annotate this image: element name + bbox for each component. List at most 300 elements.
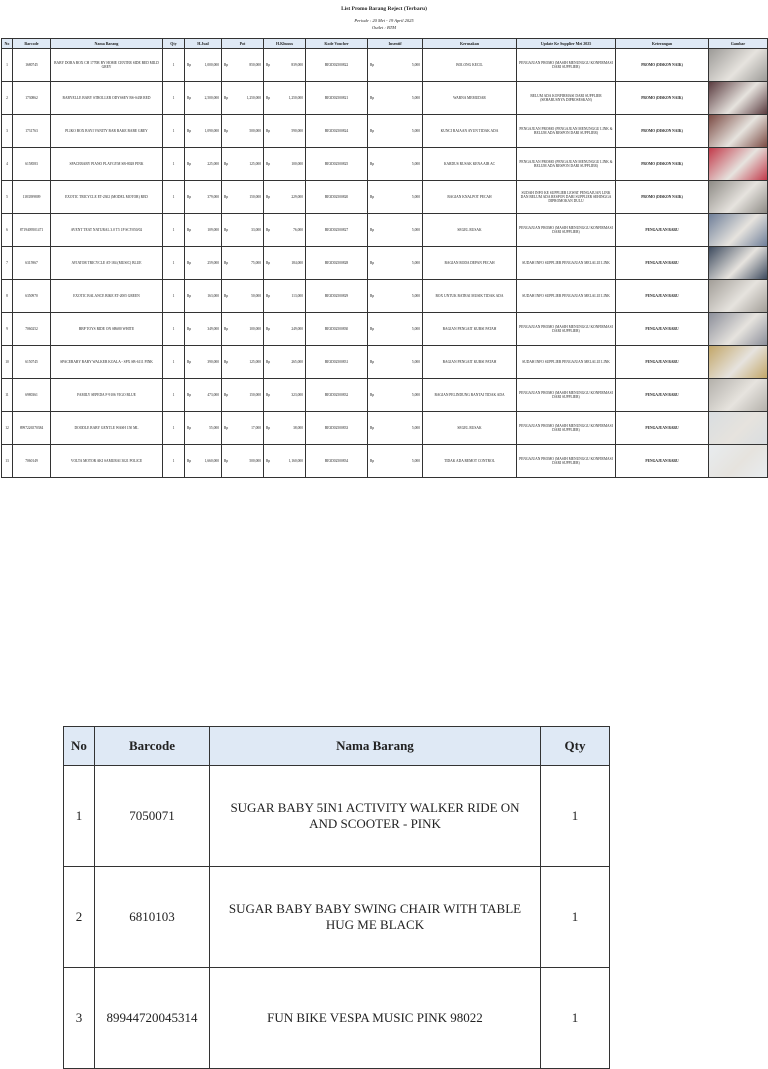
cell-update-supplier: PENGAJUAN PROMO (MASIH MENUNGGU KONFIRMASI DARI SUPPLIER): [517, 445, 616, 478]
cell-update-supplier: SUDAH INFO KE SUPPLIER LEWAT PENGAJUAN LINK DAN BELUM ADA RESPON DARI SUPPLIER SEHINGGA DIPROMOKAN DULU: [517, 181, 616, 214]
cell-gambar: [709, 49, 768, 82]
cell-nama-barang: FAMILY SEPEDA F-9106 VIGO BLUE: [51, 379, 163, 412]
cell-harga-jual: [185, 214, 222, 247]
second-header-row: [64, 727, 610, 766]
cell-update-supplier: PENGAJUAN PROMO (PENGAJUAN MENUNGGU LINK & BELUM ADA RESPON DARI SUPPLIER): [517, 148, 616, 181]
cell-no: 1: [64, 766, 95, 867]
currency-label: Rp: [187, 194, 192, 199]
col-gambar: Gambar: [709, 39, 768, 49]
insentif-value: 5,000: [411, 425, 420, 430]
currency-label: Rp: [266, 293, 271, 298]
currency-label: Rp: [224, 326, 229, 331]
product-photo: [709, 280, 767, 312]
cell-gambar: [709, 379, 768, 412]
cell-harga-khusus: [264, 148, 306, 181]
harga-khusus-value: 76,000: [293, 227, 303, 232]
table-row: [2, 379, 768, 412]
potongan-value: 500,000: [249, 458, 261, 463]
insentif-value: 5,000: [411, 227, 420, 232]
cell-update-supplier: PENGAJUAN PROMO (MASIH MENUNGGU KONFIRMASI DARI SUPPLIER): [517, 49, 616, 82]
cell-no: 12: [2, 412, 13, 445]
cell-barcode: 8719409501471: [13, 214, 51, 247]
cell-harga-jual: [185, 247, 222, 280]
period-label: Periode : 20 Mei - 19 April 2025: [354, 18, 414, 23]
cell-update-supplier: PENGAJUAN PROMO (MASIH MENUNGGU KONFIRMASI DARI SUPPLIER): [517, 313, 616, 346]
cell-barcode: 89944720045314: [95, 968, 210, 1069]
currency-label: Rp: [266, 326, 271, 331]
cell-keterangan: PENGAJUAN BARU: [616, 214, 709, 247]
cell-harga-khusus: [264, 346, 306, 379]
cell-kode-voucher: BE3D02500833: [306, 412, 368, 445]
cell-potongan: [222, 49, 264, 82]
cell-keterangan: PENGAJUAN BARU: [616, 412, 709, 445]
insentif-value: 5,000: [411, 194, 420, 199]
harga-khusus-value: 323,000: [291, 392, 303, 397]
cell-kerusakan: KUNCI RAJAAN AYUN TIDAK ADA: [423, 115, 517, 148]
cell-no: 4: [2, 148, 13, 181]
currency-label: Rp: [224, 227, 229, 232]
table-row: [2, 115, 768, 148]
cell-kode-voucher: BE3D02500820: [306, 181, 368, 214]
potongan-value: 150,000: [249, 194, 261, 199]
currency-label: Rp: [370, 227, 375, 232]
cell-barcode: 1680745: [13, 49, 51, 82]
cell-keterangan: PROMO (DISKON NAIK): [616, 148, 709, 181]
insentif-value: 5,000: [411, 293, 420, 298]
currency-label: Rp: [224, 359, 229, 364]
cell-insentif: [368, 214, 423, 247]
table-row: [2, 49, 768, 82]
harga-jual-value: 1,660,000: [204, 458, 219, 463]
cell-kode-voucher: BE3D02500831: [306, 346, 368, 379]
currency-label: Rp: [187, 425, 192, 430]
col-kerusakan: Kerusakan: [423, 39, 517, 49]
cell-kode-voucher: BE3D02500829: [306, 280, 368, 313]
harga-jual-value: 163,000: [207, 293, 219, 298]
cell-kode-voucher: BE3D02500827: [306, 214, 368, 247]
currency-label: Rp: [370, 194, 375, 199]
currency-label: Rp: [224, 260, 229, 265]
cell-qty: 1: [541, 766, 610, 867]
currency-label: Rp: [370, 260, 375, 265]
harga-khusus-value: 184,000: [291, 260, 303, 265]
currency-label: Rp: [266, 95, 271, 100]
cell-kerusakan: TIDAK ADA REMOT CONTROL: [423, 445, 517, 478]
potongan-value: 500,000: [249, 128, 261, 133]
cell-harga-jual: [185, 148, 222, 181]
cell-harga-khusus: [264, 445, 306, 478]
potongan-value: 850,000: [249, 62, 261, 67]
cell-kerusakan: WARNA MEMUDAR: [423, 82, 517, 115]
cell-nama-barang: BBP TOYS RIDE ON SB680 WHITE: [51, 313, 163, 346]
second-col-qty: Qty: [541, 727, 610, 766]
cell-barcode: 7060149: [13, 445, 51, 478]
cell-no: 5: [2, 181, 13, 214]
cell-kode-voucher: BE3D02500828: [306, 247, 368, 280]
table-row: [2, 445, 768, 478]
potongan-value: 33,000: [251, 227, 261, 232]
cell-barcode: 7050071: [95, 766, 210, 867]
cell-harga-jual: [185, 379, 222, 412]
cell-barcode: 6350970: [13, 280, 51, 313]
product-photo: [709, 247, 767, 279]
cell-no: 13: [2, 445, 13, 478]
product-photo: [709, 82, 767, 114]
cell-keterangan: PROMO (DISKON NAIK): [616, 181, 709, 214]
cell-potongan: [222, 181, 264, 214]
col-kode-voucher: Kode Voucher: [306, 39, 368, 49]
currency-label: Rp: [370, 161, 375, 166]
harga-jual-value: 259,000: [207, 260, 219, 265]
table-row: [64, 867, 610, 968]
cell-harga-khusus: [264, 181, 306, 214]
currency-label: Rp: [370, 458, 375, 463]
currency-label: Rp: [370, 392, 375, 397]
cell-nama-barang: AVIATOR TRICYCLE AT-184 (MUSIC) BLUE: [51, 247, 163, 280]
harga-khusus-value: 249,000: [291, 326, 303, 331]
currency-label: Rp: [370, 425, 375, 430]
harga-jual-value: 1,090,000: [204, 128, 219, 133]
currency-label: Rp: [187, 128, 192, 133]
currency-label: Rp: [187, 293, 192, 298]
harga-khusus-value: 1,250,000: [288, 95, 303, 100]
cell-qty: 1: [163, 280, 185, 313]
cell-qty: 1: [163, 247, 185, 280]
cell-barcode: 6810103: [95, 867, 210, 968]
potongan-value: 125,000: [249, 359, 261, 364]
product-photo: [709, 115, 767, 147]
cell-kerusakan: BOX UNTUK BATRAI MUSIK TIDAK ADA: [423, 280, 517, 313]
product-photo: [709, 412, 767, 444]
potongan-value: 75,000: [251, 260, 261, 265]
product-photo: [709, 313, 767, 345]
cell-potongan: [222, 214, 264, 247]
col-harga-khusus: H.Khusus: [264, 39, 306, 49]
cell-insentif: [368, 82, 423, 115]
table-row: [2, 346, 768, 379]
currency-label: Rp: [266, 392, 271, 397]
cell-potongan: [222, 115, 264, 148]
potongan-value: 1,250,000: [246, 95, 261, 100]
cell-no: 8: [2, 280, 13, 313]
col-nama-barang: Nama Barang: [51, 39, 163, 49]
cell-qty: 1: [541, 968, 610, 1069]
cell-barcode: 6158583: [13, 148, 51, 181]
currency-label: Rp: [266, 62, 271, 67]
harga-khusus-value: 38,000: [293, 425, 303, 430]
harga-khusus-value: 265,000: [291, 359, 303, 364]
cell-no: 1: [2, 49, 13, 82]
currency-label: Rp: [187, 227, 192, 232]
currency-label: Rp: [187, 161, 192, 166]
cell-qty: 1: [163, 148, 185, 181]
cell-kerusakan: BAGIAN PENGAIT KURSI PATAH: [423, 346, 517, 379]
cell-potongan: [222, 148, 264, 181]
cell-harga-khusus: [264, 313, 306, 346]
potongan-value: 125,000: [249, 161, 261, 166]
cell-nama-barang: SUGAR BABY 5IN1 ACTIVITY WALKER RIDE ON AND SCOOTER - PINK: [210, 766, 541, 867]
cell-nama-barang: SUGAR BABY BABY SWING CHAIR WITH TABLE HUG ME BLACK: [210, 867, 541, 968]
cell-barcode: 6150745: [13, 346, 51, 379]
cell-no: 3: [64, 968, 95, 1069]
col-no: No: [2, 39, 13, 49]
cell-update-supplier: SUDAH INFO SUPPLIER PENGAJUAN MELALUI LINK: [517, 280, 616, 313]
cell-harga-jual: [185, 346, 222, 379]
table-row: [2, 313, 768, 346]
cell-gambar: [709, 148, 768, 181]
cell-kerusakan: SEGEL RUSAK: [423, 214, 517, 247]
cell-insentif: [368, 313, 423, 346]
cell-gambar: [709, 82, 768, 115]
col-update-supplier: Update Ke Supplier Mei 2025: [517, 39, 616, 49]
product-photo: [709, 148, 767, 180]
cell-keterangan: PENGAJUAN BARU: [616, 379, 709, 412]
cell-qty: 1: [163, 313, 185, 346]
cell-harga-khusus: [264, 214, 306, 247]
insentif-value: 5,000: [411, 260, 420, 265]
currency-label: Rp: [370, 95, 375, 100]
currency-label: Rp: [370, 293, 375, 298]
harga-jual-value: 379,000: [207, 194, 219, 199]
cell-gambar: [709, 313, 768, 346]
harga-jual-value: 225,000: [207, 161, 219, 166]
cell-harga-khusus: [264, 115, 306, 148]
cell-keterangan: PENGAJUAN BARU: [616, 313, 709, 346]
currency-label: Rp: [187, 359, 192, 364]
table-row: [2, 148, 768, 181]
insentif-value: 5,000: [411, 326, 420, 331]
table-row: [64, 968, 610, 1069]
cell-harga-khusus: [264, 247, 306, 280]
table-row: [2, 82, 768, 115]
cell-potongan: [222, 379, 264, 412]
second-col-barcode: Barcode: [95, 727, 210, 766]
table-header-row: [2, 39, 768, 49]
cell-potongan: [222, 313, 264, 346]
cell-harga-jual: [185, 313, 222, 346]
currency-label: Rp: [224, 194, 229, 199]
cell-harga-jual: [185, 115, 222, 148]
harga-jual-value: 390,000: [207, 359, 219, 364]
cell-no: 6: [2, 214, 13, 247]
cell-kerusakan: BAGIAN KNALPOT PECAH: [423, 181, 517, 214]
cell-nama-barang: AVENT TEAT NATURAL 3.0 T5 1P SCY050/02: [51, 214, 163, 247]
cell-no: 3: [2, 115, 13, 148]
currency-label: Rp: [266, 227, 271, 232]
cell-keterangan: PENGAJUAN BARU: [616, 346, 709, 379]
cell-no: 10: [2, 346, 13, 379]
cell-gambar: [709, 181, 768, 214]
potongan-value: 150,000: [249, 392, 261, 397]
cell-insentif: [368, 115, 423, 148]
harga-jual-value: 1,000,000: [204, 62, 219, 67]
currency-label: Rp: [224, 95, 229, 100]
cell-barcode: 1183399809: [13, 181, 51, 214]
second-col-nama-barang: Nama Barang: [210, 727, 541, 766]
currency-label: Rp: [187, 458, 192, 463]
cell-kerusakan: KARDUS RUSAK KENA AIR AC: [423, 148, 517, 181]
cell-no: 2: [64, 867, 95, 968]
col-potongan: Pot: [222, 39, 264, 49]
currency-label: Rp: [224, 128, 229, 133]
cell-insentif: [368, 49, 423, 82]
insentif-value: 5,000: [411, 62, 420, 67]
cell-harga-khusus: [264, 280, 306, 313]
table-row: [64, 766, 610, 867]
cell-kode-voucher: BE3D02500824: [306, 115, 368, 148]
currency-label: Rp: [187, 326, 192, 331]
cell-gambar: [709, 445, 768, 478]
cell-kerusakan: BAGIAN PELINDUNG RANTAI TIDAK ADA: [423, 379, 517, 412]
cell-kode-voucher: BE3D02500821: [306, 82, 368, 115]
cell-kode-voucher: BE3D02500834: [306, 445, 368, 478]
cell-kerusakan: BAGIAN PENGAIT KURSI PATAH: [423, 313, 517, 346]
cell-gambar: [709, 214, 768, 247]
product-photo: [709, 181, 767, 213]
cell-insentif: [368, 247, 423, 280]
currency-label: Rp: [370, 326, 375, 331]
cell-no: 7: [2, 247, 13, 280]
cell-nama-barang: EXOTIC TRICYCLE ET-2302 (MODEL MOTOR) RED: [51, 181, 163, 214]
cell-qty: 1: [163, 379, 185, 412]
harga-khusus-value: 839,000: [291, 62, 303, 67]
cell-harga-khusus: [264, 49, 306, 82]
harga-jual-value: 349,000: [207, 326, 219, 331]
currency-label: Rp: [266, 128, 271, 133]
harga-jual-value: 55,000: [209, 425, 219, 430]
col-insentif: Insentif: [368, 39, 423, 49]
cell-potongan: [222, 82, 264, 115]
currency-label: Rp: [370, 128, 375, 133]
cell-keterangan: PROMO (DISKON NAIK): [616, 115, 709, 148]
insentif-value: 5,000: [411, 95, 420, 100]
cell-update-supplier: PENGAJUAN PROMO (MASIH MENUNGGU KONFIRMASI DARI SUPPLIER): [517, 379, 616, 412]
harga-jual-value: 473,000: [207, 392, 219, 397]
page-title: List Promo Barang Reject (Terbaru): [341, 6, 427, 12]
cell-kode-voucher: BE3D02500822: [306, 49, 368, 82]
cell-harga-jual: [185, 412, 222, 445]
cell-nama-barang: PLIKO BOX BAYI VANITY BAR RAKE BABE GREY: [51, 115, 163, 148]
currency-label: Rp: [224, 392, 229, 397]
cell-keterangan: PROMO (DISKON NAIK): [616, 49, 709, 82]
table-row: [2, 181, 768, 214]
table-row: [2, 280, 768, 313]
cell-no: 2: [2, 82, 13, 115]
cell-qty: 1: [163, 49, 185, 82]
product-photo: [709, 346, 767, 378]
table-row: [2, 214, 768, 247]
harga-jual-value: 109,000: [207, 227, 219, 232]
currency-label: Rp: [224, 458, 229, 463]
second-col-no: No: [64, 727, 95, 766]
cell-gambar: [709, 115, 768, 148]
cell-update-supplier: PENGAJUAN PROMO (MASIH MENUNGGU KONFIRMASI DARI SUPPLIER): [517, 214, 616, 247]
reject-items-table: [1, 38, 768, 478]
cell-kerusakan: BOLONG KECIL: [423, 49, 517, 82]
cell-barcode: 8997226570384: [13, 412, 51, 445]
cell-harga-khusus: [264, 379, 306, 412]
cell-update-supplier: PENGAJUAN PROMO (MASIH MENUNGGU KONFIRMASI DARI SUPPLIER): [517, 412, 616, 445]
currency-label: Rp: [266, 359, 271, 364]
currency-label: Rp: [224, 161, 229, 166]
cell-nama-barang: BABY DORA BOX CH 1770R BY HOME CENTER SIDE BED MILD GREY: [51, 49, 163, 82]
cell-insentif: [368, 445, 423, 478]
currency-label: Rp: [187, 260, 192, 265]
cell-nama-barang: DOODLE BABY GENTLE WASH 150 ML: [51, 412, 163, 445]
potongan-value: 50,000: [251, 293, 261, 298]
cell-barcode: 6315967: [13, 247, 51, 280]
cell-harga-khusus: [264, 412, 306, 445]
harga-khusus-value: 113,000: [291, 293, 303, 298]
currency-label: Rp: [266, 194, 271, 199]
currency-label: Rp: [370, 359, 375, 364]
cell-kode-voucher: BE3D02500830: [306, 313, 368, 346]
harga-khusus-value: 100,000: [291, 161, 303, 166]
cell-qty: 1: [541, 867, 610, 968]
cell-nama-barang: FUN BIKE VESPA MUSIC PINK 98022: [210, 968, 541, 1069]
cell-potongan: [222, 445, 264, 478]
currency-label: Rp: [187, 392, 192, 397]
currency-label: Rp: [187, 95, 192, 100]
cell-insentif: [368, 412, 423, 445]
cell-gambar: [709, 346, 768, 379]
currency-label: Rp: [224, 293, 229, 298]
cell-gambar: [709, 280, 768, 313]
cell-nama-barang: BABYELLE BABY STROLLER ODYSSEY BS-S438 RED: [51, 82, 163, 115]
cell-harga-jual: [185, 445, 222, 478]
cell-kode-voucher: BE3D02500832: [306, 379, 368, 412]
cell-potongan: [222, 280, 264, 313]
currency-label: Rp: [224, 62, 229, 67]
cell-insentif: [368, 148, 423, 181]
product-photo: [709, 445, 767, 477]
currency-label: Rp: [187, 62, 192, 67]
cell-harga-jual: [185, 82, 222, 115]
harga-khusus-value: 590,000: [291, 128, 303, 133]
cell-qty: 1: [163, 82, 185, 115]
cell-harga-khusus: [264, 82, 306, 115]
cell-qty: 1: [163, 115, 185, 148]
cell-potongan: [222, 247, 264, 280]
cell-qty: 1: [163, 181, 185, 214]
cell-insentif: [368, 379, 423, 412]
cell-gambar: [709, 247, 768, 280]
new-items-table: [63, 726, 610, 1069]
cell-nama-barang: VOLTA MOTOR AKI SAMURAI 3021 POLICE: [51, 445, 163, 478]
table-row: [2, 247, 768, 280]
cell-keterangan: PENGAJUAN BARU: [616, 247, 709, 280]
cell-update-supplier: BELUM ADA KONFIRMASI DARI SUPPLIER (SEHARUSNYA DIPROSESKAN): [517, 82, 616, 115]
col-qty: Qty: [163, 39, 185, 49]
col-keterangan: Keterangan: [616, 39, 709, 49]
potongan-value: 100,000: [249, 326, 261, 331]
cell-kerusakan: BAGIAN RODA DEPAN PECAH: [423, 247, 517, 280]
table-row: [2, 412, 768, 445]
cell-qty: 1: [163, 412, 185, 445]
potongan-value: 17,000: [251, 425, 261, 430]
harga-jual-value: 2,500,000: [204, 95, 219, 100]
insentif-value: 5,000: [411, 458, 420, 463]
cell-nama-barang: EXOTIC BALANCE BIKE ET-2005 GREEN: [51, 280, 163, 313]
cell-nama-barang: SPACEBABY PIANO PLAYGYM SB-8028 PINK: [51, 148, 163, 181]
cell-nama-barang: SPACEBABY BABY WALKER KOALA - SPX SB-6111 PINK: [51, 346, 163, 379]
currency-label: Rp: [266, 260, 271, 265]
cell-keterangan: PROMO (DISKON NAIK): [616, 82, 709, 115]
cell-barcode: 7060252: [13, 313, 51, 346]
cell-insentif: [368, 280, 423, 313]
cell-qty: 1: [163, 445, 185, 478]
insentif-value: 5,000: [411, 128, 420, 133]
